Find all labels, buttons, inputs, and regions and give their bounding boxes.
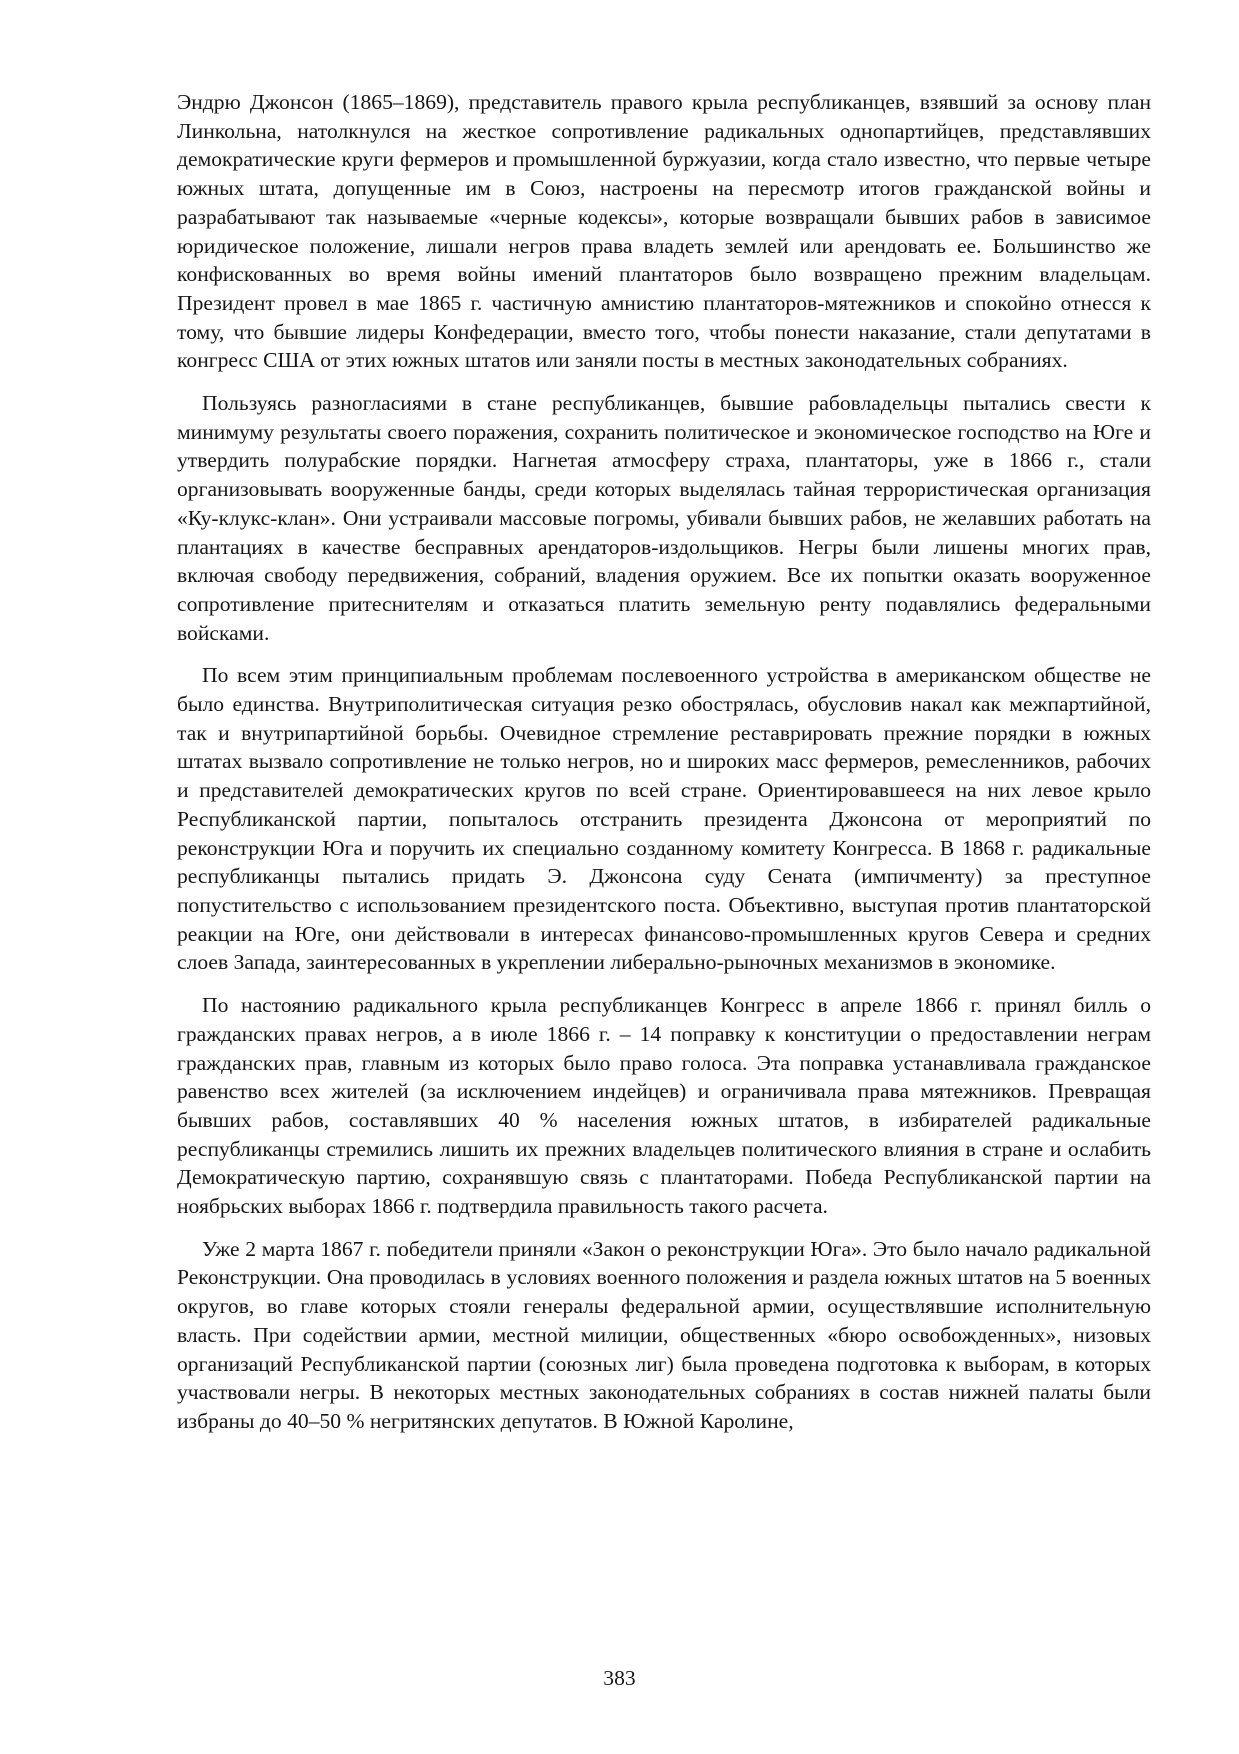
- page-body: [177, 88, 1151, 1450]
- paragraph-2: Пользуясь разногласиями в стане республиканцев, бывшие рабовладельцы пытались свести к минимуму результаты своего поражения, сохранить политическое и экономическое господство на Юге и утвердить полурабские порядки. Нагнетая атмосферу страха, плантаторы, уже в 1866 г., стали организовывать вооруженные банды, среди которых выделялась тайная террористическая организация «Ку-клукс-клан». Они устраивали массовые погромы, убивали бывших рабов, не желавших работать на плантациях в качестве бесправных арендаторов-издольщиков. Негры были лишены многих прав, включая свободу передвижения, собраний, владения оружием. Все их попытки оказать вооруженное сопротивление притеснителям и отказаться платить земельную ренту подавлялись федеральными войсками.: [177, 391, 1151, 645]
- page-number: 383: [603, 1666, 636, 1690]
- paragraph-1: Эндрю Джонсон (1865–1869), представитель правого крыла республиканцев, взявший за основу план Линкольна, натолкнулся на жесткое сопротивление радикальных однопартийцев, представлявших демократические круги фермеров и промышленной буржуазии, когда стало известно, что первые четыре южных штата, допущенные им в Союз, настроены на пересмотр итогов гражданской войны и разрабатывают так называемые «черные кодексы», которые возвращали бывших рабов в зависимое юридическое положение, лишали негров права владеть землей или арендовать ее. Большинство же конфискованных во время войны имений плантаторов было возвращено прежним владельцам. Президент провел в мае 1865 г. частичную амнистию плантаторов-мятежников и спокойно отнесся к тому, что бывшие лидеры Конфедерации, вместо того, чтобы понести наказание, стали депутатами в конгресс США от этих южных штатов или заняли посты в местных законодательных собраниях.: [177, 90, 1151, 373]
- paragraph-4: По настоянию радикального крыла республиканцев Конгресс в апреле 1866 г. принял билль о гражданских правах негров, а в июле 1866 г. – 14 поправку к конституции о предоставлении неграм гражданских прав, главным из которых было право голоса. Эта поправка устанавливала гражданское равенство всех жителей (за исключением индейцев) и ограничивала права мятежников. Превращая бывших рабов, составлявших 40 % населения южных штатов, в избирателей радикальные республиканцы стремились лишить их прежних владельцев политического влияния в стране и ослабить Демократическую партию, сохранявшую связь с плантаторами. Победа Республиканской партии на ноябрьских выборах 1866 г. подтвердила правильность такого расчета.: [177, 993, 1151, 1219]
- paragraph-5: Уже 2 марта 1867 г. победители приняли «Закон о реконструкции Юга». Это было начало радикальной Реконструкции. Она проводилась в условиях военного положения и раздела южных штатов на 5 военных округов, во главе которых стояли генералы федеральной армии, осуществлявшие исполнительную власть. При содействии армии, местной милиции, общественных «бюро освобожденных», низовых организаций Республиканской партии (союзных лиг) была проведена подготовка к выборам, в которых участвовали негры. В некоторых местных законодательных собраниях в состав нижней палаты были избраны до 40–50 % негритянских депутатов. В Южной Каролине,: [177, 1236, 1151, 1433]
- paragraph-3: По всем этим принципиальным проблемам послевоенного устройства в американском обществе не было единства. Внутриполитическая ситуация резко обострялась, обусловив накал как межпартийной, так и внутрипартийной борьбы. Очевидное стремление реставрировать прежние порядки в южных штатах вызвало сопротивление не только негров, но и широких масс фермеров, ремесленников, рабочих и представителей демократических кругов по всей стране. Ориентировавшееся на них левое крыло Республиканской партии, попыталось отстранить президента Джонсона от мероприятий по реконструкции Юга и поручить их специально созданному комитету Конгресса. В 1868 г. радикальные республиканцы пытались придать Э. Джонсона суду Сената (импичменту) за преступное попустительство с использованием президентского поста. Объективно, выступая против плантаторской реакции на Юге, они действовали в интересах финансово-промышленных кругов Севера и средних слоев Запада, заинтересованных в укреплении либерально-рыночных механизмов в экономике.: [177, 663, 1151, 975]
